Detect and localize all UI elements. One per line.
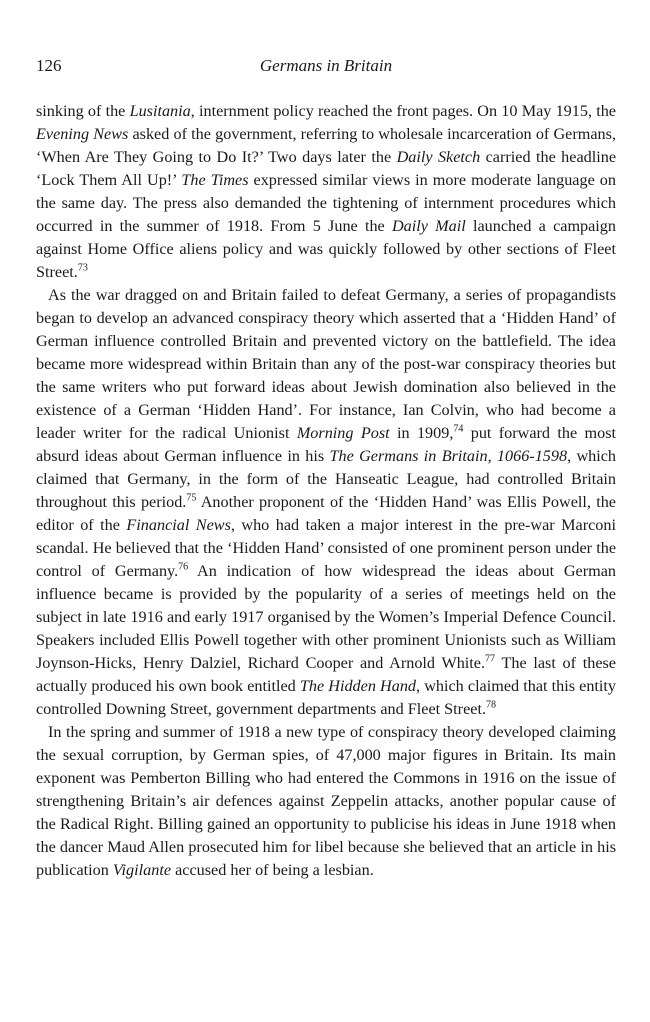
italic-text: Evening News bbox=[36, 125, 129, 143]
text-run: In the spring and summer of 1918 a new type of conspiracy theory developed claiming the sexual corruption, by German spies, of 47,000 major figures in Britain. Its main exponent was Pemberton Billing who had entered the Commons in 1916 on the issue of strengthening Britain’s air defences against Zeppelin attacks, another popular cause of the Radical Right. Billing gained an opportunity to publicise his ideas in June 1918 when the dancer Maud Allen prosecuted him for libel because she believed that an article in his publication bbox=[36, 723, 616, 879]
text-run: Another proponent of the ‘Hidden Hand’ was Ellis Powell, the editor of the bbox=[36, 493, 616, 534]
italic-text: Financial News bbox=[126, 516, 231, 534]
text-run: expressed similar views in more moderate language on the same day. The press also demanded the tightening of internment procedures which occurred in the summer of 1918. From 5 June the bbox=[36, 171, 616, 235]
footnote-ref: 73 bbox=[77, 262, 88, 274]
footnote-ref: 74 bbox=[453, 423, 464, 435]
italic-text: Lusitania bbox=[129, 102, 191, 120]
italic-text: Vigilante bbox=[112, 861, 172, 879]
running-title: Germans in Britain bbox=[259, 56, 393, 75]
text-run: sinking of the bbox=[36, 102, 130, 120]
text-run: An indication of how widespread the ideas about German influence became is provided by the popularity of a series of meetings held on the subject in late 1916 and early 1917 organised by the Women’s Imperial Defence Council. Speakers included Ellis Powell together with other prominent Unionists such as William Joynson-Hicks, Henry Dalziel, Richard Cooper and Arnold White. bbox=[36, 562, 616, 672]
text-run: in 1909, bbox=[389, 424, 454, 442]
text-run: , which claimed that this entity controlled Downing Street, government departments and Fleet Street. bbox=[36, 677, 616, 718]
text-run: , internment policy reached the front pages. On 10 May 1915, the bbox=[190, 102, 616, 120]
footnote-ref: 75 bbox=[186, 492, 197, 504]
text-run: accused her of being a lesbian. bbox=[171, 861, 374, 879]
page-number: 126 bbox=[36, 56, 62, 75]
text-run: launched a campaign against Home Office aliens policy and was quickly followed by other sections of Fleet Street. bbox=[36, 217, 616, 281]
italic-text: Daily Mail bbox=[391, 217, 466, 235]
paragraph bbox=[36, 284, 616, 721]
body-text bbox=[36, 100, 616, 882]
text-run: , who had taken a major interest in the pre-war Marconi scandal. He believed that the ‘Hidden Hand’ consisted of one prominent person under the control of Germany. bbox=[36, 516, 616, 580]
italic-text: Morning Post bbox=[296, 424, 390, 442]
footnote-ref: 78 bbox=[486, 699, 496, 711]
italic-text: The Hidden Hand bbox=[299, 677, 417, 695]
footnote-ref: 77 bbox=[485, 653, 496, 665]
italic-text: Daily Sketch bbox=[396, 148, 481, 166]
text-run: put forward the most absurd ideas about German influence in his bbox=[36, 424, 617, 465]
paragraph bbox=[36, 100, 616, 284]
text-run: , which claimed that Germany, in the form of the Hanseatic League, had controlled Britain throughout this period. bbox=[36, 447, 617, 511]
italic-text: The Times bbox=[181, 171, 249, 189]
paragraph bbox=[36, 721, 616, 882]
page-header bbox=[36, 56, 616, 78]
text-run: As the war dragged on and Britain failed to defeat Germany, a series of propagandists began to develop an advanced conspiracy theory which asserted that a ‘Hidden Hand’ of German influence controlled Britain and prevented victory on the battlefield. The idea became more widespread within Britain than any of the post-war conspiracy theories but the same writers who put forward ideas about Jewish domination also believed in the existence of a German ‘Hidden Hand’. For instance, Ian Colvin, who had become a leader writer for the radical Unionist bbox=[36, 286, 616, 442]
text-run: asked of the government, referring to wholesale incarceration of Germans, ‘When Are They Going to Do It?’ Two days later the bbox=[36, 125, 616, 166]
footnote-ref: 76 bbox=[178, 561, 189, 573]
text-run: The last of these actually produced his own book entitled bbox=[36, 654, 616, 695]
text-run: carried the headline ‘Lock Them All Up!’ bbox=[36, 148, 616, 189]
italic-text: The Germans in Britain, 1066-1598 bbox=[329, 447, 568, 465]
